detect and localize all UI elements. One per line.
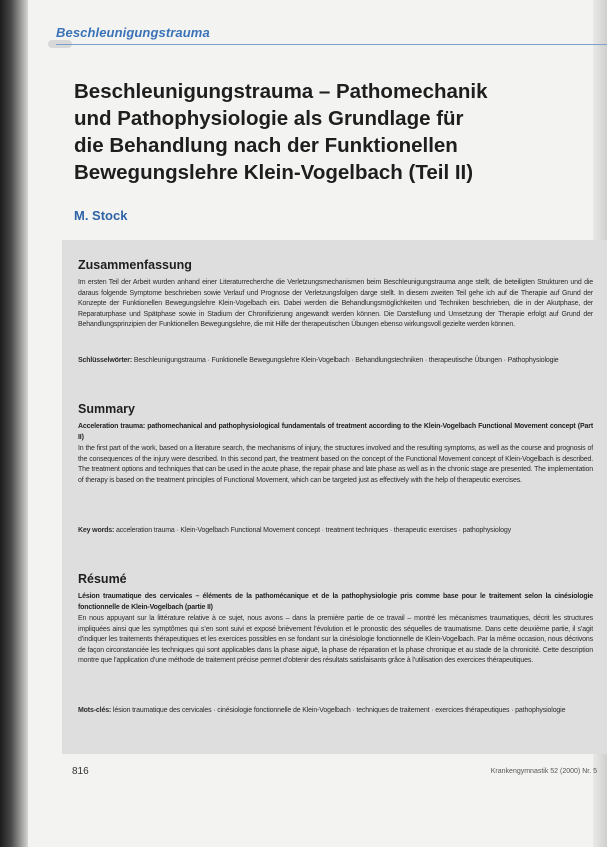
- resume-subtitle: Lésion traumatique des cervicales – éléments de la pathomécanique et de la pathophysiologie pris comme base pour le traitement selon la cinésiologie fonctionnelle de Klein-Vogelbach (partie II): [78, 593, 593, 611]
- section-label: Beschleunigungstrauma: [56, 25, 210, 40]
- resume-keywords: [78, 706, 593, 717]
- resume-body: En nous appuyant sur la littérature relative à ce sujet, nous avons – dans la première partie de ce travail – montré les mécanismes traumatiques, décrit les structures impliquées ainsi que les symptômes qui s’en sont suivi et exposé brièvement l’évolution et le pronostic des séquelles de traumatisme. Dans cette deuxième partie, il s’agit d’indiquer les traitements thérapeutiques et les exercices possibles en se fondant sur la cinésiologie fonctionnelle de Klein-Vogelbach. Par la même occasion, nous décrivons de façon circonstanciée les techniques qui sont applicables dans la phase aiguë, la phase de réparation et la phase chronique et au stade de la chronicité. Cette description montre que l’application d’une méthode de traitement précise permet d’obtenir des résultats satisfaisants grâce à l’utilisation des exercices thérapeutiques.: [78, 615, 593, 665]
- keywords-label: Mots-clés:: [78, 707, 112, 714]
- scan-binding-shadow: [0, 0, 28, 847]
- header-rule: [56, 44, 607, 45]
- running-header: [56, 22, 607, 46]
- abstract-panel: [62, 240, 607, 754]
- journal-citation: Krankengymnastik 52 (2000) Nr. 5: [490, 768, 597, 775]
- zusammenfassung-heading: Zusammenfassung: [78, 258, 192, 272]
- keywords-label: Schlüsselwörter:: [78, 357, 133, 364]
- zusammenfassung-body: Im ersten Teil der Arbeit wurden anhand einer Literaturrecherche die Verletzungsmechanismen beim Beschleunigungstrauma ange stellt, die beteiligten Strukturen und die daraus folgende Symptome beschrieben sowie Verlauf und Prognose der Verletzungsfolgen darge stellt. In diesem zweiten Teil gehe ich auf die Therapie auf Grund der Konzepte der Funktionellen Bewegungslehre Klein-Vogelbach ein. Dabei werden die Behandlungsmöglichkeiten und Techniken beschrieben, die in der Akutphase, der Reparaturphase und Spätphase sowie in Stadium der Chronifizierung angewandt werden können. Die Darstellung und Umsetzung der Therapie erfolgt auf Grund der Behandlungsprinzipien der Funktionellen Bewegungslehre, die mit Hilfe der therapeutischen Übungen ebenso wirkungsvoll gezielte werden können.: [78, 279, 593, 329]
- summary-keywords: [78, 526, 593, 537]
- summary-subtitle: Acceleration trauma: pathomechanical and pathophysiological fundamentals of treatment according to the Klein-Vogelbach Functional Movement concept (Part II): [78, 423, 593, 441]
- resume-heading: Résumé: [78, 572, 127, 586]
- keywords-text: acceleration trauma · Klein-Vogelbach Functional Movement concept · treatment techniques · therapeutic exercises · pathophysiology: [116, 527, 511, 534]
- keywords-text: lésion traumatique des cervicales · cinésiologie fonctionnelle de Klein-Vogelbach · techniques de traitement · exercices thérapeutiques · pathophysiologie: [112, 707, 566, 714]
- summary-heading: Summary: [78, 402, 135, 416]
- author-name: M. Stock: [74, 208, 128, 223]
- page-number: 816: [72, 766, 89, 777]
- keywords-label: Key words:: [78, 527, 115, 534]
- title-line: Beschleunigungstrauma – Pathomechanik: [74, 80, 488, 103]
- title-line: und Pathophysiologie als Grundlage für: [74, 107, 464, 130]
- summary-body: In the first part of the work, based on a literature search, the mechanisms of injury, the structures involved and the resulting symptoms, as well as the course and prognosis of the consequences of the injury were described. In this second part, the treatment based on the concept of the Functional Movement concept of Klein-Vogelbach is described. The treatment options and techniques that can be used in the acute phase, the repair phase and late phase as well as in the chronic stage are presented. The implementation of therapy is based on the treatment principles of Functional Movement, which can be targeted just as effectively with the help of therapeutic exercises.: [78, 445, 593, 484]
- title-line: Bewegungslehre Klein-Vogelbach (Teil II): [74, 161, 474, 184]
- title-line: die Behandlung nach der Funktionellen: [74, 134, 458, 157]
- zusammenfassung-keywords: [78, 356, 593, 367]
- keywords-text: Beschleunigungstrauma · Funktionelle Bewegungslehre Klein-Vogelbach · Behandlungstechniken · therapeutische Übungen · Pathophysiologie: [133, 357, 559, 364]
- article-title: [74, 78, 574, 186]
